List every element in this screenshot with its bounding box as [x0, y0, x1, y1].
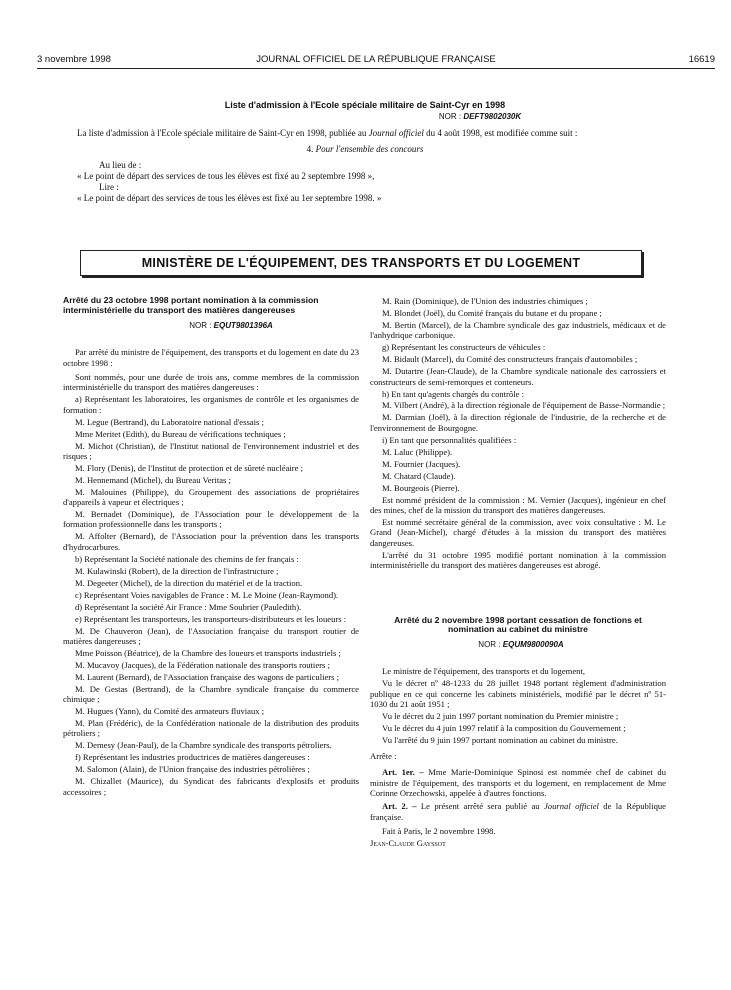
article-1-label: Art. 1er. –	[382, 767, 424, 778]
visa-paragraph: Vu l'arrêté du 9 juin 1997 portant nomination au cabinet du ministre.	[382, 734, 618, 745]
list-item: M. Demesy (Jean-Paul), de la Chambre syndicale des transports pétroliers.	[75, 740, 332, 751]
list-item: M. Bourgeois (Pierre).	[382, 482, 460, 493]
list-item: M. Blondet (Joël), du Comité français du butane et du propane ;	[382, 307, 602, 318]
nor-label: NOR :	[478, 640, 501, 649]
saint-cyr-intro	[63, 128, 667, 139]
nor-label: NOR :	[189, 321, 212, 331]
arrete2-fait: Fait à Paris, le 2 novembre 1998.	[382, 825, 496, 836]
list-item: M. Bernadet (Dominique), de l'Association pour le développement de la formation professionnelle dans les transports ;	[63, 509, 359, 530]
ministry-banner	[80, 250, 642, 276]
right-column	[370, 296, 666, 850]
quote-old: « Le point de départ des services de tous les élèves est fixé au 2 septembre 1998 »,	[77, 171, 375, 181]
list-item: M. Malouines (Philippe), du Groupement des associations de propriétaires d'appareils à vapeur et électriques ;	[63, 486, 359, 508]
article-2-text-end: de la République française.	[370, 801, 666, 822]
list-item: Mme Meritet (Edith), du Bureau de vérifications techniques ;	[75, 428, 286, 439]
list-item: M. Rain (Dominique), de l'Union des industries chimiques ;	[382, 296, 588, 306]
list-item: M. Flory (Denis), de l'Institut de protection et de sûreté nucléaire ;	[75, 462, 304, 473]
list-item: M. De Chauveron (Jean), de l'Association française du transport routier de matières dangereuses ;	[63, 625, 359, 646]
nor-label: NOR :	[438, 112, 462, 121]
list-item: d) Représentant la société Air France : Mme Soubrier (Pauledith).	[75, 601, 302, 612]
page-header	[37, 54, 715, 68]
list-item: Mme Poisson (Béatrice), de la Chambre des loueurs et transports industriels ;	[75, 647, 341, 658]
list-item: M. Affolter (Bernard), de l'Association pour la prévention dans les transports d'hydrocarbures.	[63, 531, 359, 552]
saint-cyr-title: Liste d'admission à l'Ecole spéciale militaire de Saint-Cyr en 1998	[224, 100, 506, 110]
list-item: g) Représentant les constructeurs de véhicules :	[382, 342, 546, 353]
arrete1-right-items	[370, 296, 666, 570]
list-item: Est nommé président de la commission : M. Vernier (Jacques), ingénieur en chef des mines, chef de la mission du transport des matières dangereuses.	[370, 494, 666, 515]
au-lieu-label: Au lieu de :	[99, 160, 142, 170]
arrete2-nor	[370, 640, 666, 650]
list-item: M. Salomon (Alain), de l'Union française des industries pétrolières ;	[75, 764, 310, 775]
list-item: M. Vilbert (André), à la direction régionale de l'équipement de Basse-Normandie ;	[382, 400, 666, 411]
arrete2-article-2	[370, 801, 666, 822]
lire-label: Lire :	[99, 182, 119, 192]
list-item: M. Kulawinski (Robert), de la direction de l'infrastructure ;	[75, 565, 279, 576]
list-item: M. Michot (Christian), de l'Institut national de l'environnement industriel et des risques ;	[63, 440, 359, 461]
header-rule	[37, 68, 715, 69]
list-item: h) En tant qu'agents chargés du contrôle :	[382, 388, 524, 399]
header-page-number: 16619	[688, 54, 715, 65]
intro-jo: Journal officiel	[368, 128, 424, 138]
intro-text: La liste d'admission à l'Ecole spéciale militaire de Saint-Cyr en 1998, publiée au	[77, 128, 369, 138]
visa-paragraph: Vu le décret du 4 juin 1997 relatif à la composition du Gouvernement ;	[382, 722, 626, 733]
list-item: f) Représentant les industries productrices de matières dangereuses :	[75, 752, 310, 763]
list-item: e) Représentant les transporteurs, les transporteurs-distributeurs et les loueurs :	[75, 613, 347, 624]
list-item: M. Bidault (Marcel), du Comité des constructeurs français d'automobiles ;	[382, 354, 638, 365]
saint-cyr-section-heading	[63, 144, 667, 155]
intro-text-end: du 4 août 1998, est modifiée comme suit :	[423, 128, 578, 138]
saint-cyr-nor	[63, 111, 667, 122]
arrete2-signature: Jean-Claude Gayssot	[370, 837, 446, 848]
article-2-label: Art. 2. –	[382, 801, 417, 812]
list-item: M. Chatard (Claude).	[382, 470, 456, 481]
arrete2-article-1	[370, 767, 666, 798]
ministry-title: MINISTÈRE DE L'ÉQUIPEMENT, DES TRANSPORTS ET DU LOGEMENT	[141, 256, 581, 270]
list-item: b) Représentant la Société nationale des chemins de fer français :	[75, 553, 299, 564]
list-item: c) Représentant Voies navigables de France : M. Le Moine (Jean-Raymond).	[75, 589, 339, 600]
arrete2-title: Arrêté du 2 novembre 1998 portant cessation de fonctions et nomination au cabinet du ministre	[394, 614, 642, 635]
arrete2-arrete: Arrête :	[370, 751, 397, 762]
section-gap	[370, 572, 666, 616]
arrete1-title: Arrêté du 23 octobre 1998 portant nomination à la commission interministérielle du transport des matières dangereuses	[63, 295, 319, 315]
list-item: M. Mucavoy (Jacques), de la Fédération nationale des transports routiers ;	[75, 659, 330, 670]
article-2-jo: Journal officiel	[543, 801, 599, 812]
article-2-text: Le présent arrêté sera publié au	[416, 801, 544, 812]
quote-new: « Le point de départ des services de tous les élèves est fixé au 1er septembre 1998. »	[77, 193, 382, 203]
header-journal-title: JOURNAL OFFICIEL DE LA RÉPUBLIQUE FRANÇAISE	[256, 54, 496, 65]
arrete2-visas	[370, 666, 666, 745]
arrete1-preamble: Par arrêté du ministre de l'équipement, des transports et du logement en date du 23 octobre 1998 :	[63, 347, 359, 368]
list-item: Est nommé secrétaire général de la commission, avec voix consultative : M. Le Grand (Jean-Michel), chargé d'études à la mission du transport des matières dangereuses.	[370, 516, 666, 548]
list-item: M. Fournier (Jacques).	[382, 458, 461, 469]
list-item: i) En tant que personnalités qualifiées :	[382, 434, 517, 445]
arrete1-nor	[63, 321, 359, 331]
list-item: M. Laluc (Philippe).	[382, 446, 453, 457]
list-item: M. Degeeter (Michel), de la direction du matériel et de la traction.	[75, 577, 303, 588]
nor-code: EQUT9801396A	[213, 321, 273, 331]
list-item: M. Hennemand (Michel), du Bureau Veritas ;	[75, 474, 231, 485]
nor-code: DEFT9802030K	[463, 112, 522, 121]
saint-cyr-section	[63, 100, 667, 204]
list-item: M. Plan (Frédéric), de la Confédération nationale de la distribution des produits pétroliers ;	[63, 718, 359, 739]
arrete1-left-items	[63, 394, 359, 797]
visa-paragraph: Le ministre de l'équipement, des transports et du logement,	[382, 666, 585, 677]
left-column	[63, 296, 359, 799]
list-item: M. Bertin (Marcel), de la Chambre syndicale des gaz industriels, médicaux et de l'anhydrique carbonique.	[370, 319, 666, 341]
article-1-text: Mme Marie-Dominique Spinosi est nommée chef de cabinet du ministre de l'équipement, des transports et du logement, en remplacement de Mme Corinne Orzechowski, appelée à d'autres fonctions.	[370, 767, 666, 799]
list-item: M. Dutartre (Jean-Claude), de la Chambre syndicale nationale des carrossiers et constructeurs de semi-remorques et conteneurs.	[370, 366, 666, 387]
nor-code: EQUM9800090A	[502, 640, 564, 649]
visa-paragraph: Vu le décret du 2 juin 1997 portant nomination du Premier ministre ;	[382, 710, 619, 721]
section-number: 4.	[306, 144, 316, 154]
visa-paragraph: Vu le décret nº 48-1233 du 28 juillet 1948 portant règlement d'administration publique en ce qui concerne les cabinets ministériels, modifié par le décret nº 51-1030 du 21 août 1951 ;	[370, 678, 666, 709]
list-item: L'arrêté du 31 octobre 1995 modifié portant nomination à la commission interministérielle du transport des matières dangereuses est abrogé.	[370, 549, 666, 570]
section-title: Pour l'ensemble des concours	[315, 144, 424, 154]
list-item: a) Représentant les laboratoires, les organismes de contrôle et les organismes de formation :	[63, 394, 359, 415]
list-item: M. De Gestas (Bertrand), de la Chambre syndicale française du commerce chimique ;	[63, 683, 359, 705]
header-date: 3 novembre 1998	[37, 54, 111, 65]
list-item: M. Laurent (Bernard), de l'Association française des wagons de particuliers ;	[75, 671, 340, 682]
list-item: M. Hugues (Yann), du Comité des armateurs fluviaux ;	[75, 706, 265, 717]
list-item: M. Chizallet (Maurice), du Syndicat des fabricants d'explosifs et produits accessoires ;	[63, 776, 359, 797]
list-item: M. Darmian (Joël), à la direction régionale de l'industrie, de la recherche et de l'environnement de Bourgogne.	[370, 412, 666, 433]
list-item: M. Legue (Bertrand), du Laboratoire national d'essais ;	[75, 416, 264, 427]
arrete1-nomination: Sont nommés, pour une durée de trois ans, comme membres de la commission interministérielle du transport des matières dangereuses :	[63, 372, 359, 393]
